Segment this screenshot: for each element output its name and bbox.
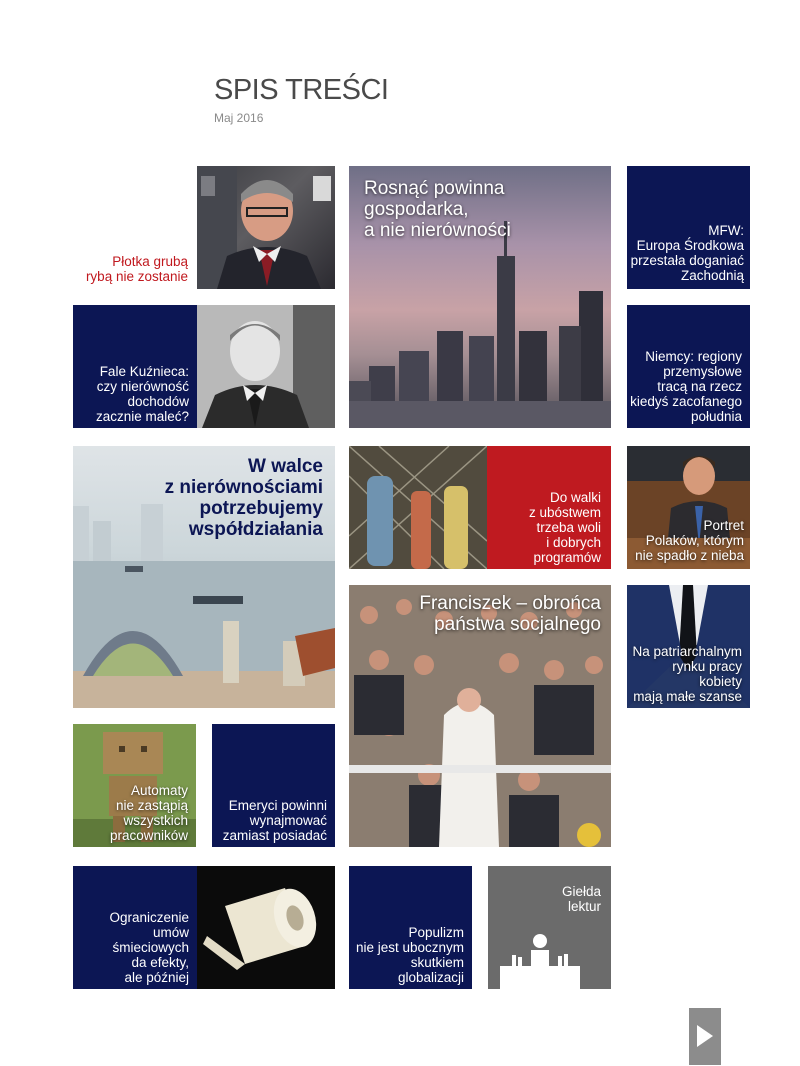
article-title-rosnac: Rosnąć powinna gospodarka, a nie nierówności bbox=[364, 178, 511, 241]
article-tile-patriarchalnym[interactable] bbox=[627, 585, 750, 708]
article-title-automaty: Automaty nie zastąpią wszystkich pracowników bbox=[109, 783, 188, 843]
page-title: SPIS TREŚCI bbox=[214, 74, 389, 106]
article-title-dowalki: Do walki z ubóstwem trzeba woli i dobrych programów bbox=[528, 490, 601, 565]
article-title-walce: W walce z nierównościami potrzebujemy współdziałania bbox=[164, 456, 323, 540]
article-title-ograniczenie: Ograniczenie umów śmieciowych da efekty, ale później bbox=[109, 910, 189, 985]
next-page-button[interactable] bbox=[689, 1008, 721, 1065]
article-photo-dowalki bbox=[349, 446, 487, 569]
article-tile-niemcy[interactable] bbox=[627, 305, 750, 428]
article-tile-rosnac[interactable] bbox=[349, 166, 611, 428]
article-title-portret: Portret Polaków, którym nie spadło z nieba bbox=[635, 518, 744, 563]
play-arrow-icon bbox=[695, 1023, 715, 1049]
article-tile-emeryci[interactable] bbox=[212, 724, 335, 847]
article-title-fale: Fale Kuźnieca: czy nierówność dochodów zacznie maleć? bbox=[95, 364, 189, 424]
article-tile-portret[interactable] bbox=[627, 446, 750, 569]
article-photo-plotka bbox=[197, 166, 335, 289]
article-title-plotka: Płotka grubą rybą nie zostanie bbox=[85, 254, 188, 284]
article-photo-ograniczenie bbox=[197, 866, 335, 989]
article-tile-walce[interactable] bbox=[73, 446, 335, 708]
article-title-franciszek: Franciszek – obrońca państwa socjalnego bbox=[419, 593, 601, 635]
article-title-mfw: MFW: Europa Środkowa przestała doganiać Zachodnią bbox=[630, 223, 744, 283]
article-tile-populizm[interactable] bbox=[349, 866, 472, 989]
article-tile-ograniczenie[interactable] bbox=[73, 866, 335, 989]
article-tile-franciszek[interactable] bbox=[349, 585, 611, 847]
reader-desk-icon bbox=[498, 933, 582, 989]
issue-date: Maj 2016 bbox=[214, 111, 264, 125]
article-title-emeryci: Emeryci powinni wynajmować zamiast posiadać bbox=[222, 798, 327, 843]
article-title-gielda: Giełda lektur bbox=[561, 884, 601, 914]
article-title-niemcy: Niemcy: regiony przemysłowe tracą na rzecz kiedyś zacofanego południa bbox=[630, 349, 742, 424]
article-tile-mfw[interactable] bbox=[627, 166, 750, 289]
article-tile-gielda[interactable] bbox=[488, 866, 611, 989]
article-tile-plotka[interactable] bbox=[73, 166, 335, 289]
article-photo-fale bbox=[197, 305, 335, 428]
article-tile-fale[interactable] bbox=[73, 305, 335, 428]
article-title-populizm: Populizm nie jest ubocznym skutkiem globalizacji bbox=[355, 925, 464, 985]
article-title-patriarchalnym: Na patriarchalnym rynku pracy kobiety mają małe szanse bbox=[632, 644, 742, 704]
article-tile-automaty[interactable] bbox=[73, 724, 196, 847]
article-tile-dowalki[interactable] bbox=[349, 446, 611, 569]
